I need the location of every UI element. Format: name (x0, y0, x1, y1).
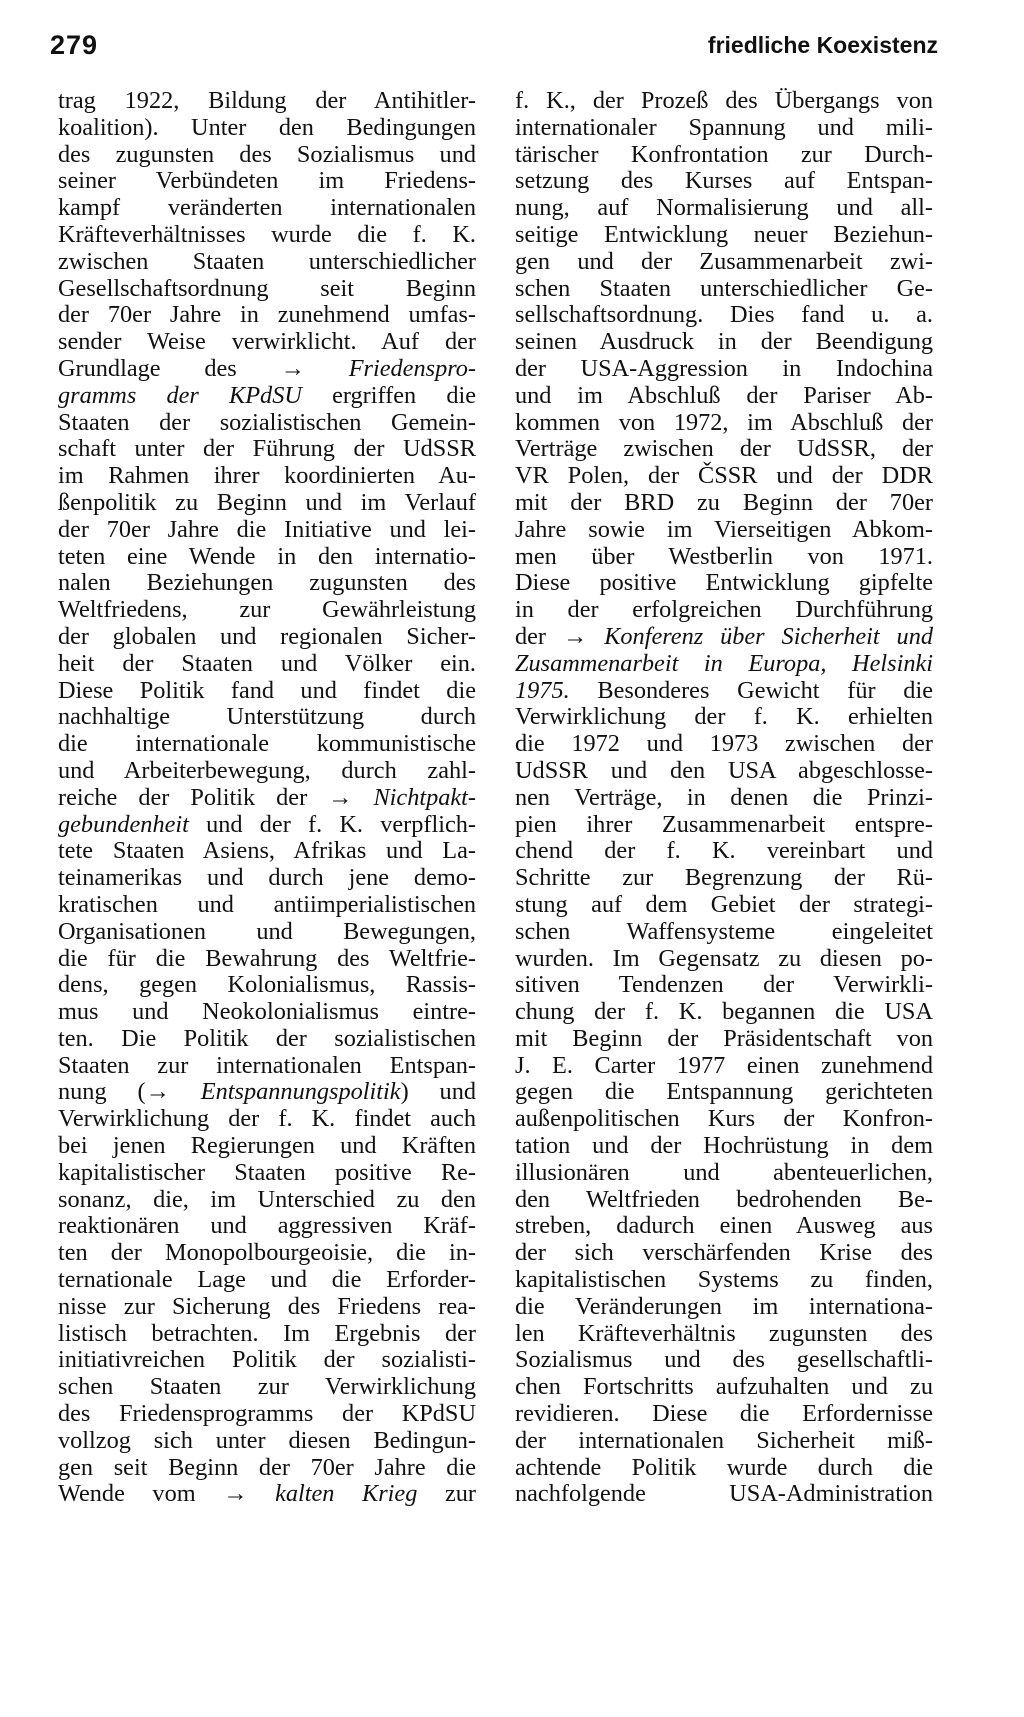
text-line: schen Staaten zur Verwirklichung (58, 1373, 476, 1401)
text-line: tete Staaten Asiens, Afrikas und La- (58, 837, 476, 865)
text-line: kratischen und antiimperialistischen (58, 890, 476, 918)
text-line: im Rahmen ihrer koordinierten Au- (58, 462, 476, 490)
text-line: teten eine Wende in den internatio- (58, 542, 476, 570)
text-line: J. E. Carter 1977 einen zunehmend (515, 1051, 933, 1079)
text-line: Gesellschaftsordnung seit Beginn (58, 274, 476, 302)
text-line: listisch betrachten. Im Ergebnis der (58, 1319, 476, 1347)
text-line: ternationale Lage und die Erforder- (58, 1266, 476, 1294)
text-line: die internationale kommunistische (58, 730, 476, 758)
text-line: pien ihrer Zusammenarbeit entspre- (515, 810, 933, 838)
text-line: 1975. Besonderes Gewicht für die (515, 676, 933, 704)
text-line: seiner Verbündeten im Friedens- (58, 167, 476, 195)
text-line: der sich verschärfenden Krise des (515, 1239, 933, 1267)
text-line: schen Waffensysteme eingeleitet (515, 917, 933, 945)
text-line: Grundlage des → Friedenspro- (58, 354, 477, 382)
text-line: chend der f. K. vereinbart und (515, 837, 933, 865)
text-line: in der erfolgreichen Durchführung (515, 596, 933, 624)
text-line: initiativreichen Politik der sozialisti- (58, 1346, 476, 1374)
text-line: Organisationen und Bewegungen, (58, 917, 476, 945)
text-line: ßenpolitik zu Beginn und im Verlauf (58, 488, 476, 516)
text-line: Wende vom → kalten Krieg zur (58, 1480, 476, 1508)
text-line: Staaten der sozialistischen Gemein- (58, 408, 476, 436)
text-line: streben, dadurch einen Ausweg aus (515, 1212, 933, 1240)
text-line: nachhaltige Unterstützung durch (58, 703, 476, 731)
text-line: Schritte zur Begrenzung der Rü- (515, 864, 933, 892)
text-line: mus und Neokolonialismus eintre- (58, 998, 476, 1026)
text-line: setzung des Kurses auf Entspan- (515, 167, 933, 195)
page-header (50, 30, 938, 64)
text-line: chung der f. K. begannen die USA (515, 998, 933, 1026)
text-line: revidieren. Diese die Erfordernisse (515, 1400, 933, 1428)
text-line: des zugunsten des Sozialismus und (58, 140, 476, 168)
text-line: ten. Die Politik der sozialistischen (58, 1024, 476, 1052)
text-line: Zusammenarbeit in Europa, Helsinki (515, 649, 933, 677)
text-line: nisse zur Sicherung des Friedens rea- (58, 1292, 476, 1320)
text-line: chen Fortschritts aufzuhalten und zu (515, 1373, 933, 1401)
text-line: der internationalen Sicherheit miß- (515, 1426, 933, 1454)
text-line: trag 1922, Bildung der Antihitler- (58, 87, 476, 114)
text-line: teinamerikas und durch jene demo- (58, 864, 476, 892)
text-line: reaktionären und aggressiven Kräf- (58, 1212, 476, 1240)
text-line: des Friedensprogramms der KPdSU (58, 1400, 476, 1428)
text-line: die für die Bewahrung des Weltfrie- (58, 944, 476, 972)
text-line: len Kräfteverhältnis zugunsten des (515, 1319, 933, 1347)
text-line: seitige Entwicklung neuer Beziehun- (515, 220, 933, 248)
left-column (58, 88, 476, 1508)
text-line: Diese positive Entwicklung gipfelte (515, 569, 933, 597)
text-line: stung auf dem Gebiet der strategi- (515, 890, 933, 918)
text-line: der → Konferenz über Sicherheit und (515, 622, 933, 650)
text-line: tation und der Hochrüstung in dem (515, 1132, 933, 1160)
text-line: mit der BRD zu Beginn der 70er (515, 488, 933, 516)
text-line: sellschaftsordnung. Dies fand u. a. (515, 301, 933, 329)
text-line: wurden. Im Gegensatz zu diesen po- (515, 944, 933, 972)
text-line: seinen Ausdruck in der Beendigung (515, 328, 933, 356)
text-line: VR Polen, der ČSSR und der DDR (515, 462, 933, 490)
text-line: gramms der KPdSU ergriffen die (58, 381, 477, 409)
text-line: ten der Monopolbourgeoisie, die in- (58, 1239, 476, 1267)
text-line: Verwirklichung der f. K. findet auch (58, 1105, 476, 1133)
text-line: den Weltfrieden bedrohenden Be- (515, 1185, 933, 1213)
text-line: Jahre sowie im Vierseitigen Abkom- (515, 515, 933, 543)
text-line: der globalen und regionalen Sicher- (58, 622, 476, 650)
text-line: achtende Politik wurde durch die (515, 1453, 933, 1481)
text-line: kapitalistischer Staaten positive Re- (58, 1158, 476, 1186)
text-line: die 1972 und 1973 zwischen der (515, 730, 933, 758)
text-line: tärischer Konfrontation zur Durch- (515, 140, 933, 168)
text-line: gebundenheit und der f. K. verpflich- (58, 810, 476, 838)
text-line: vollzog sich unter diesen Bedingun- (58, 1426, 476, 1454)
text-line: bei jenen Regierungen und Kräften (58, 1132, 476, 1160)
text-line: kampf veränderten internationalen (58, 194, 476, 222)
text-line: mit Beginn der Präsidentschaft von (515, 1024, 933, 1052)
text-line: schaft unter der Führung der UdSSR (58, 435, 476, 463)
text-line: und Arbeiterbewegung, durch zahl- (58, 756, 476, 784)
page-number: 279 (50, 30, 99, 60)
right-column (515, 88, 933, 1508)
text-line: gen und der Zusammenarbeit zwi- (515, 247, 933, 275)
text-line: Verträge zwischen der UdSSR, der (515, 435, 933, 463)
text-line: reiche der Politik der → Nichtpakt- (58, 783, 477, 811)
text-line: zwischen Staaten unterschiedlicher (58, 247, 476, 275)
text-line: men über Westberlin von 1971. (515, 542, 933, 570)
text-line: UdSSR und den USA abgeschlosse- (515, 756, 933, 784)
text-line: außenpolitischen Kurs der Konfron- (515, 1105, 933, 1133)
text-line: Staaten zur internationalen Entspan- (58, 1051, 476, 1079)
text-line: gegen die Entspannung gerichteten (515, 1078, 933, 1106)
text-line: der 70er Jahre in zunehmend umfas- (58, 301, 476, 329)
text-line: nung (→ Entspannungspolitik) und (58, 1078, 476, 1106)
text-line: illusionären und abenteuerlichen, (515, 1158, 933, 1186)
text-line: sitiven Tendenzen der Verwirkli- (515, 971, 933, 999)
text-line: nung, auf Normalisierung und all- (515, 194, 933, 222)
text-line: nen Verträge, in denen die Prinzi- (515, 783, 933, 811)
text-line: und im Abschluß der Pariser Ab- (515, 381, 933, 409)
text-line: koalition). Unter den Bedingungen (58, 113, 476, 141)
text-line: Diese Politik fand und findet die (58, 676, 476, 704)
text-line: kommen von 1972, im Abschluß der (515, 408, 933, 436)
text-line: sonanz, die, im Unterschied zu den (58, 1185, 476, 1213)
text-line: f. K., der Prozeß des Übergangs von (515, 87, 933, 114)
text-line: Verwirklichung der f. K. erhielten (515, 703, 933, 731)
text-line: Sozialismus und des gesellschaftli- (515, 1346, 933, 1374)
running-head: friedliche Koexistenz (707, 32, 938, 58)
text-line: Kräfteverhältnisses wurde die f. K. (58, 220, 476, 248)
text-line: internationaler Spannung und mili- (515, 113, 933, 141)
text-line: gen seit Beginn der 70er Jahre die (58, 1453, 476, 1481)
text-line: die Veränderungen im internationa- (515, 1292, 933, 1320)
text-line: der USA-Aggression in Indochina (515, 354, 933, 382)
text-line: nalen Beziehungen zugunsten des (58, 569, 476, 597)
text-line: der 70er Jahre die Initiative und lei- (58, 515, 476, 543)
text-line: dens, gegen Kolonialismus, Rassis- (58, 971, 476, 999)
text-line: Weltfriedens, zur Gewährleistung (58, 596, 476, 624)
text-line: sender Weise verwirklicht. Auf der (58, 328, 476, 356)
text-line: nachfolgende USA-Administration (515, 1480, 933, 1508)
text-line: schen Staaten unterschiedlicher Ge- (515, 274, 933, 302)
text-line: heit der Staaten und Völker ein. (58, 649, 476, 677)
text-line: kapitalistischen Systems zu finden, (515, 1266, 933, 1294)
